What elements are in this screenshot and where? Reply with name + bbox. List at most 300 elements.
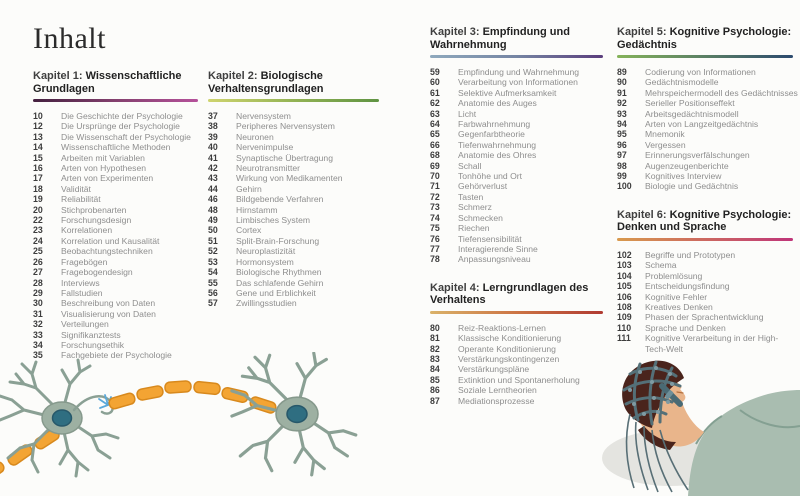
entry-page-number: 103 <box>617 260 632 271</box>
entry-title: Hormonsystem <box>236 256 294 267</box>
toc-entry <box>617 171 798 181</box>
page-title: Inhalt <box>33 22 106 55</box>
chapter-label: Kapitel 6: <box>617 208 670 221</box>
entry-page-number: 76 <box>430 233 440 244</box>
chapter-section <box>617 209 798 354</box>
toc-entry <box>430 254 608 264</box>
entry-title: Forschungsethik <box>61 339 125 350</box>
entry-title: Arten von Experimenten <box>61 173 154 184</box>
toc-entry <box>208 267 384 277</box>
toc-entry <box>208 205 384 215</box>
chapter-label: Kapitel 3: <box>430 26 483 38</box>
entry-page-number: 80 <box>430 322 440 333</box>
toc-entry <box>208 153 384 163</box>
entry-page-number: 42 <box>208 163 218 174</box>
entry-page-number: 55 <box>208 277 218 288</box>
entry-page-number: 20 <box>33 204 43 215</box>
toc-entry <box>430 364 608 374</box>
entry-page-number: 38 <box>208 121 218 132</box>
chin-strap <box>662 386 680 404</box>
entry-title: Mnemonik <box>645 129 685 140</box>
entry-title: Nervenimpulse <box>236 142 294 153</box>
chapter-section <box>208 70 384 309</box>
toc-entry <box>617 333 798 354</box>
entry-page-number: 44 <box>208 183 218 194</box>
entry-page-number: 100 <box>617 181 632 192</box>
entry-page-number: 57 <box>208 298 218 309</box>
entry-title: Fallstudien <box>61 287 103 298</box>
entry-title: Gehirn <box>236 183 262 194</box>
toc-entry <box>617 109 798 119</box>
entry-title: Kognitives Interview <box>645 171 722 182</box>
entry-page-number: 19 <box>33 194 43 205</box>
entry-title: Interviews <box>61 277 100 288</box>
toc-entry <box>430 171 608 181</box>
entry-title: Kognitive Verarbeitung in der High-Tech-Welt <box>645 333 779 354</box>
entry-title: Reliabilität <box>61 194 101 205</box>
eeg-electrodes <box>628 366 674 416</box>
chapter-label: Kapitel 5: <box>617 26 670 38</box>
entry-page-number: 89 <box>617 67 627 77</box>
toc-entry <box>33 194 203 204</box>
entry-page-number: 13 <box>33 131 43 142</box>
entry-title: Die Geschichte der Psychologie <box>61 111 183 121</box>
entry-title: Licht <box>458 108 477 119</box>
toc-column-3 <box>430 26 608 406</box>
entry-page-number: 99 <box>617 171 627 182</box>
toc-entry <box>208 121 384 131</box>
closed-eye <box>664 380 672 382</box>
entry-page-number: 66 <box>430 139 440 150</box>
entry-title: Arten von Langzeitgedächtnis <box>645 119 759 130</box>
toc-entry <box>430 181 608 191</box>
entry-title: Mehrspeichermodell des Gedächtnisses <box>645 87 798 98</box>
toc-entry <box>208 246 384 256</box>
chapter-entry-list <box>33 111 203 361</box>
entry-title: Wissenschaftliche Methoden <box>61 142 171 153</box>
entry-page-number: 105 <box>617 281 632 292</box>
toc-entry <box>430 323 608 333</box>
chapter-heading <box>33 70 203 95</box>
entry-page-number: 53 <box>208 256 218 267</box>
entry-page-number: 54 <box>208 267 218 278</box>
toc-entry <box>617 260 798 270</box>
toc-entry <box>33 267 203 277</box>
chapter-entry-list <box>430 323 608 406</box>
toc-entry <box>617 88 798 98</box>
entry-page-number: 84 <box>430 364 440 375</box>
neurons-illustration <box>0 352 400 496</box>
entry-page-number: 29 <box>33 287 43 298</box>
chapter-gradient-bar <box>430 311 603 314</box>
toc-entry <box>208 288 384 298</box>
entry-title: Gehörverlust <box>458 181 508 192</box>
entry-title: Verstärkungspläne <box>458 364 530 375</box>
entry-page-number: 27 <box>33 267 43 278</box>
mouth <box>677 392 683 393</box>
toc-entry <box>33 350 203 360</box>
toc-entry <box>33 257 203 267</box>
entry-title: Tasten <box>458 191 484 202</box>
toc-entry <box>617 77 798 87</box>
toc-entry <box>430 67 608 77</box>
toc-entry <box>430 98 608 108</box>
toc-entry <box>430 129 608 139</box>
chapter-title: Kognitive Psychologie: Gedächtnis <box>617 26 792 51</box>
toc-entry <box>617 140 798 150</box>
toc-entry <box>33 298 203 308</box>
neuron-cell-body <box>232 353 356 475</box>
entry-page-number: 33 <box>33 329 43 340</box>
toc-entry <box>617 150 798 160</box>
entry-title: Korrelationen <box>61 225 113 236</box>
entry-title: Vergessen <box>645 139 686 150</box>
entry-title: Schmecken <box>458 212 503 223</box>
chapter-section <box>430 26 608 265</box>
entry-title: Tiefenwahrnehmung <box>458 139 537 150</box>
entry-title: Kognitive Fehler <box>645 291 708 302</box>
entry-page-number: 60 <box>430 77 440 88</box>
entry-page-number: 61 <box>430 87 440 98</box>
entry-title: Fachgebiete der Psychologie <box>61 350 172 361</box>
chapter-entry-list <box>430 67 608 265</box>
toc-entry <box>430 396 608 406</box>
entry-title: Die Ursprünge der Psychologie <box>61 121 180 132</box>
entry-page-number: 106 <box>617 291 632 302</box>
toc-entry <box>208 163 384 173</box>
entry-title: Verarbeitung von Informationen <box>458 77 578 88</box>
toc-entry <box>430 88 608 98</box>
chapter-heading <box>430 282 608 307</box>
entry-page-number: 48 <box>208 204 218 215</box>
entry-title: Arten von Hypothesen <box>61 163 147 174</box>
toc-entry <box>430 354 608 364</box>
chapter-section <box>617 26 798 192</box>
toc-entry <box>208 278 384 288</box>
entry-title: Verteilungen <box>61 319 109 330</box>
entry-page-number: 43 <box>208 173 218 184</box>
entry-title: Empfindung und Wahrnehmung <box>458 67 580 77</box>
entry-title: Soziale Lerntheorien <box>458 385 537 396</box>
toc-entry <box>33 163 203 173</box>
entry-page-number: 83 <box>430 353 440 364</box>
entry-title: Entscheidungsfindung <box>645 281 730 292</box>
toc-entry <box>617 281 798 291</box>
entry-page-number: 46 <box>208 194 218 205</box>
entry-page-number: 12 <box>33 121 43 132</box>
toc-entry <box>33 340 203 350</box>
entry-title: Neuronen <box>236 131 274 142</box>
entry-page-number: 56 <box>208 287 218 298</box>
entry-title: Anatomie des Auges <box>458 98 537 109</box>
shirt <box>688 390 800 496</box>
entry-page-number: 86 <box>430 385 440 396</box>
entry-page-number: 40 <box>208 142 218 153</box>
entry-page-number: 24 <box>33 235 43 246</box>
toc-entry <box>208 194 384 204</box>
chapter-label: Kapitel 1: <box>33 70 86 82</box>
entry-title: Limbisches System <box>236 215 311 226</box>
entry-page-number: 34 <box>33 339 43 350</box>
chapter-entry-list <box>208 111 384 309</box>
entry-page-number: 94 <box>617 119 627 130</box>
entry-page-number: 87 <box>430 395 440 406</box>
entry-page-number: 96 <box>617 139 627 150</box>
entry-title: Signifikanztests <box>61 329 121 340</box>
toc-entry <box>33 319 203 329</box>
chapter-gradient-bar <box>617 238 793 241</box>
entry-title: Neuroplastizität <box>236 246 296 257</box>
entry-page-number: 28 <box>33 277 43 288</box>
entry-page-number: 108 <box>617 301 632 312</box>
toc-entry <box>617 250 798 260</box>
entry-page-number: 81 <box>430 333 440 344</box>
entry-title: Biologie und Gedächtnis <box>645 181 739 192</box>
toc-entry <box>208 257 384 267</box>
entry-title: Anatomie des Ohres <box>458 150 537 161</box>
entry-title: Farbwahrnehmung <box>458 119 531 130</box>
entry-title: Forschungsdesign <box>61 215 132 226</box>
toc-column-1 <box>33 70 203 361</box>
entry-title: Interagierende Sinne <box>458 243 538 254</box>
toc-entry <box>430 150 608 160</box>
chapter-entry-list <box>617 67 798 192</box>
entry-title: Phasen der Sprachentwicklung <box>645 312 764 323</box>
entry-page-number: 93 <box>617 108 627 119</box>
toc-entry <box>33 246 203 256</box>
toc-entry <box>430 77 608 87</box>
toc-entry <box>617 271 798 281</box>
entry-title: Gegenfarbtheorie <box>458 129 525 140</box>
toc-entry <box>617 302 798 312</box>
entry-title: Visualisierung von Daten <box>61 308 156 319</box>
entry-page-number: 17 <box>33 173 43 184</box>
chapter-heading <box>208 70 384 95</box>
entry-page-number: 23 <box>33 225 43 236</box>
entry-page-number: 35 <box>33 350 43 361</box>
toc-entry <box>617 67 798 77</box>
entry-page-number: 110 <box>617 322 632 333</box>
entry-title: Arbeitsgedächtnismodell <box>645 108 739 119</box>
entry-title: Beschreibung von Daten <box>61 298 156 309</box>
toc-entry <box>430 375 608 385</box>
entry-title: Problemlösung <box>645 270 703 281</box>
entry-page-number: 85 <box>430 374 440 385</box>
entry-title: Biologische Rhythmen <box>236 267 322 278</box>
toc-entry <box>33 225 203 235</box>
toc-entry <box>430 140 608 150</box>
toc-entry <box>208 236 384 246</box>
entry-title: Extinktion und Spontanerholung <box>458 374 580 385</box>
entry-title: Cortex <box>236 225 262 236</box>
entry-title: Anpassungsniveau <box>458 254 531 265</box>
entry-title: Beobachtungstechniken <box>61 246 153 257</box>
entry-page-number: 32 <box>33 319 43 330</box>
entry-page-number: 14 <box>33 142 43 153</box>
toc-entry <box>430 244 608 254</box>
chapter-label: Kapitel 4: <box>430 281 483 294</box>
chapter-title: Biologische Verhaltensgrundlagen <box>208 70 324 95</box>
entry-title: Korrelation und Kausalität <box>61 235 160 246</box>
entry-title: Kreatives Denken <box>645 301 713 312</box>
entry-title: Riechen <box>458 223 490 234</box>
chapter-gradient-bar <box>617 55 793 58</box>
entry-page-number: 102 <box>617 249 632 260</box>
entry-title: Nervensystem <box>236 111 291 121</box>
toc-entry <box>33 288 203 298</box>
eeg-sleep-illustration <box>600 352 800 496</box>
entry-page-number: 41 <box>208 152 218 163</box>
entry-title: Schmerz <box>458 202 492 213</box>
face <box>629 368 704 447</box>
toc-entry <box>430 333 608 343</box>
entry-title: Das schlafende Gehirn <box>236 277 324 288</box>
entry-page-number: 71 <box>430 181 440 192</box>
eeg-cap-straps <box>624 362 680 424</box>
entry-title: Augenzeugenberichte <box>645 160 729 171</box>
chapter-heading <box>617 26 798 51</box>
entry-title: Split-Brain-Forschung <box>236 235 320 246</box>
toc-entry <box>430 119 608 129</box>
entry-title: Sprache und Denken <box>645 322 726 333</box>
toc-entry <box>430 213 608 223</box>
entry-page-number: 59 <box>430 67 440 77</box>
toc-entry <box>208 142 384 152</box>
entry-title: Verstärkungskontingenzen <box>458 353 560 364</box>
toc-column-4 <box>617 26 798 354</box>
toc-entry <box>208 298 384 308</box>
entry-title: Validität <box>61 183 91 194</box>
entry-page-number: 73 <box>430 202 440 213</box>
entry-page-number: 104 <box>617 270 632 281</box>
chapter-section <box>430 282 608 406</box>
entry-page-number: 92 <box>617 98 627 109</box>
toc-entry <box>33 153 203 163</box>
chapter-entry-list <box>617 250 798 354</box>
entry-title: Codierung von Informationen <box>645 67 756 77</box>
entry-page-number: 75 <box>430 223 440 234</box>
entry-page-number: 70 <box>430 171 440 182</box>
pillow <box>602 430 738 486</box>
entry-page-number: 37 <box>208 111 218 121</box>
entry-title: Mediationsprozesse <box>458 395 535 406</box>
toc-entry <box>208 111 384 121</box>
entry-page-number: 82 <box>430 343 440 354</box>
entry-title: Bildgebende Verfahren <box>236 194 324 205</box>
entry-title: Operante Konditionierung <box>458 343 556 354</box>
entry-title: Wirkung von Medikamenten <box>236 173 343 184</box>
entry-title: Begriffe und Prototypen <box>645 249 736 260</box>
entry-title: Klassische Konditionierung <box>458 333 562 344</box>
hair <box>629 364 673 409</box>
chapter-gradient-bar <box>208 99 379 102</box>
neuron-cell-body <box>0 360 118 476</box>
toc-entry <box>33 121 203 131</box>
toc-entry <box>208 215 384 225</box>
entry-page-number: 22 <box>33 215 43 226</box>
entry-page-number: 51 <box>208 235 218 246</box>
toc-entry <box>33 132 203 142</box>
entry-title: Selektive Aufmerksamkeit <box>458 87 557 98</box>
entry-page-number: 18 <box>33 183 43 194</box>
entry-page-number: 91 <box>617 87 627 98</box>
entry-title: Synaptische Übertragung <box>236 152 333 163</box>
entry-page-number: 68 <box>430 150 440 161</box>
chapter-section <box>33 70 203 361</box>
toc-entry <box>33 173 203 183</box>
eeg-cap <box>622 361 684 428</box>
entry-title: Schema <box>645 260 677 271</box>
toc-column-2 <box>208 70 384 309</box>
toc-entry <box>617 98 798 108</box>
entry-title: Reiz-Reaktions-Lernen <box>458 322 546 333</box>
entry-page-number: 10 <box>33 111 43 121</box>
toc-entry <box>33 205 203 215</box>
entry-page-number: 15 <box>33 152 43 163</box>
entry-title: Die Wissenschaft der Psychologie <box>61 131 191 142</box>
toc-entry <box>208 184 384 194</box>
entry-page-number: 25 <box>33 246 43 257</box>
entry-title: Tonhöhe und Ort <box>458 171 523 182</box>
entry-page-number: 97 <box>617 150 627 161</box>
entry-title: Gedächtnismodelle <box>645 77 719 88</box>
toc-entry <box>33 309 203 319</box>
toc-entry <box>430 202 608 212</box>
toc-entry <box>617 181 798 191</box>
toc-entry <box>33 236 203 246</box>
toc-entry <box>33 111 203 121</box>
entry-title: Stichprobenarten <box>61 204 127 215</box>
entry-title: Tiefensensibilität <box>458 233 522 244</box>
toc-entry <box>430 234 608 244</box>
entry-title: Zwillingsstudien <box>236 298 297 309</box>
toc-entry <box>617 119 798 129</box>
entry-title: Serieller Positionseffekt <box>645 98 735 109</box>
entry-title: Peripheres Nervensystem <box>236 121 335 132</box>
toc-entry <box>33 142 203 152</box>
chapter-title: Kognitive Psychologie: Denken und Sprache <box>617 208 792 234</box>
entry-page-number: 69 <box>430 160 440 171</box>
chapter-title: Empfindung und Wahrnehmung <box>430 26 570 51</box>
toc-entry <box>430 344 608 354</box>
toc-entry <box>617 312 798 322</box>
chapter-gradient-bar <box>430 55 603 58</box>
toc-entry <box>33 184 203 194</box>
entry-page-number: 78 <box>430 254 440 265</box>
entry-page-number: 39 <box>208 131 218 142</box>
synapse <box>99 395 115 408</box>
toc-entry <box>208 225 384 235</box>
entry-page-number: 109 <box>617 312 632 323</box>
entry-page-number: 95 <box>617 129 627 140</box>
entry-title: Erinnerungsverfälschungen <box>645 150 750 161</box>
entry-title: Fragebogendesign <box>61 267 133 278</box>
entry-page-number: 98 <box>617 160 627 171</box>
toc-entry <box>617 161 798 171</box>
entry-page-number: 63 <box>430 108 440 119</box>
entry-title: Fragebögen <box>61 256 108 267</box>
entry-page-number: 26 <box>33 256 43 267</box>
entry-page-number: 65 <box>430 129 440 140</box>
toc-entry <box>33 278 203 288</box>
entry-page-number: 62 <box>430 98 440 109</box>
entry-page-number: 30 <box>33 298 43 309</box>
entry-title: Gene und Erblichkeit <box>236 287 316 298</box>
entry-title: Neurotransmitter <box>236 163 300 174</box>
entry-page-number: 16 <box>33 163 43 174</box>
entry-page-number: 111 <box>617 333 631 344</box>
entry-page-number: 77 <box>430 243 440 254</box>
